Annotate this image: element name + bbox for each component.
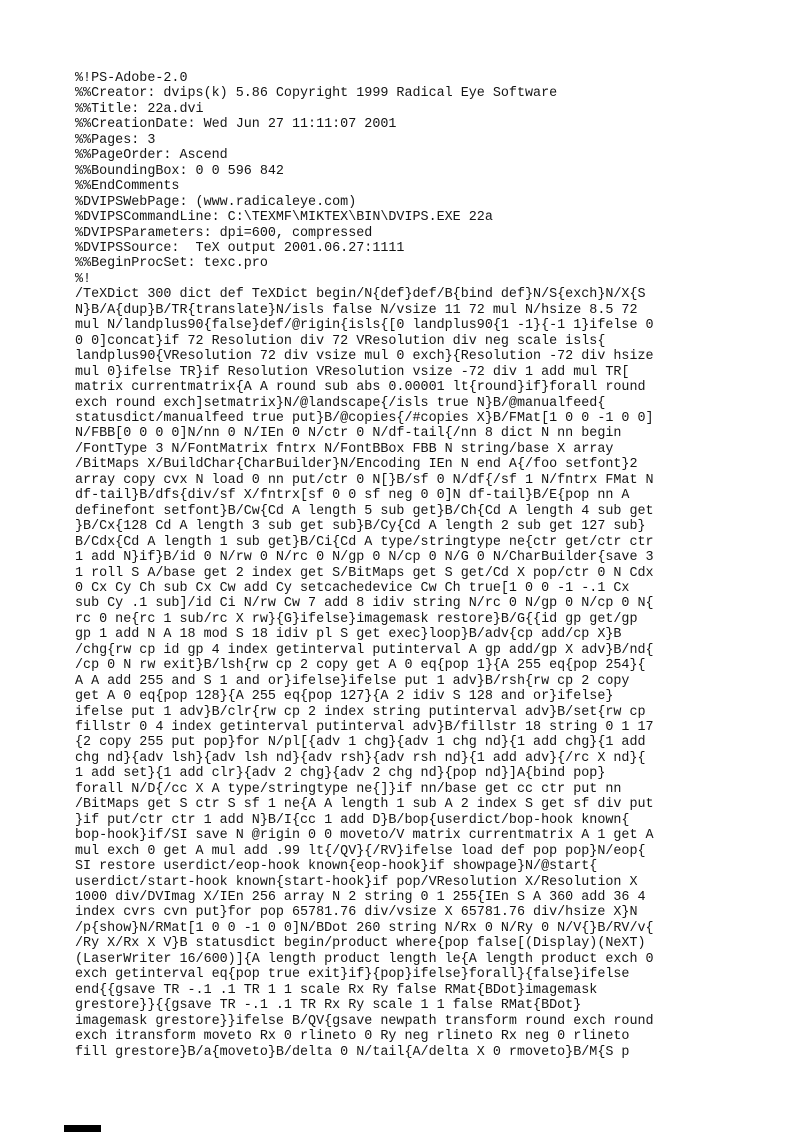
end-of-listing-marker <box>64 1125 101 1132</box>
postscript-source-text: %!PS-Adobe-2.0 %%Creator: dvips(k) 5.86 Copyright 1999 Radical Eye Software %%Title: 22a.dvi %%CreationDate: Wed Jun 27 11:11:07 2001 %%Pages: 3 %%PageOrder: Ascend %%BoundingBox: 0 0 596 842 %%EndComments %DVIPSWebPage: (www.radicaleye.com) %DVIPSCommandLine: C:\TEXMF\MIKTEX\BIN\DVIPS.EXE 22a %DVIPSParameters: dpi=600, compressed %DVIPSSource: TeX output 2001.06.27:1111 %%BeginProcSet: texc.pro %! /TeXDict 300 dict def TeXDict begin/N{def}def/B{bind def}N/S{exch}N/X{S N}B/A{dup}B/TR{translate}N/isls false N/vsize 11 72 mul N/hsize 8.5 72 mul N/landplus90{false}def/@rigin{isls{[0 landplus90{1 -1}{-1 1}ifelse 0 0 0]concat}if 72 Resolution div 72 VResolution div neg scale isls{ landplus90{VResolution 72 div vsize mul 0 exch}{Resolution -72 div hsize mul 0}ifelse TR}if Resolution VResolution vsize -72 div 1 add mul TR[ matrix currentmatrix{A A round sub abs 0.00001 lt{round}if}forall round exch round exch]setmatrix}N/@landscape{/isls true N}B/@manualfeed{ statusdict/manualfeed true put}B/@copies{/#copies X}B/FMat[1 0 0 -1 0 0] N/FBB[0 0 0 0]N/nn 0 N/IEn 0 N/ctr 0 N/df-tail{/nn 8 dict N nn begin /FontType 3 N/FontMatrix fntrx N/FontBBox FBB N string/base X array /BitMaps X/BuildChar{CharBuilder}N/Encoding IEn N end A{/foo setfont}2 array copy cvx N load 0 nn put/ctr 0 N[}B/sf 0 N/df{/sf 1 N/fntrx FMat N df-tail}B/dfs{div/sf X/fntrx[sf 0 0 sf neg 0 0]N df-tail}B/E{pop nn A definefont setfont}B/Cw{Cd A length 5 sub get}B/Ch{Cd A length 4 sub get }B/Cx{128 Cd A length 3 sub get sub}B/Cy{Cd A length 2 sub get 127 sub} B/Cdx{Cd A length 1 sub get}B/Ci{Cd A type/stringtype ne{ctr get/ctr ctr 1 add N}if}B/id 0 N/rw 0 N/rc 0 N/gp 0 N/cp 0 N/G 0 N/CharBuilder{save 3 1 roll S A/base get 2 index get S/BitMaps get S get/Cd X pop/ctr 0 N Cdx 0 Cx Cy Ch sub Cx Cw add Cy setcachedevice Cw Ch true[1 0 0 -1 -.1 Cx sub Cy .1 sub]/id Ci N/rw Cw 7 add 8 idiv string N/rc 0 N/gp 0 N/cp 0 N{ rc 0 ne{rc 1 sub/rc X rw}{G}ifelse}imagemask restore}B/G{{id gp get/gp gp 1 add N A 18 mod S 18 idiv pl S get exec}loop}B/adv{cp add/cp X}B /chg{rw cp id gp 4 index getinterval putinterval A gp add/gp X adv}B/nd{ /cp 0 N rw exit}B/lsh{rw cp 2 copy get A 0 eq{pop 1}{A 255 eq{pop 254}{ A A add 255 and S 1 and or}ifelse}ifelse put 1 adv}B/rsh{rw cp 2 copy get A 0 eq{pop 128}{A 255 eq{pop 127}{A 2 idiv S 128 and or}ifelse} ifelse put 1 adv}B/clr{rw cp 2 index string putinterval adv}B/set{rw cp fillstr 0 4 index getinterval putinterval adv}B/fillstr 18 string 0 1 17 {2 copy 255 put pop}for N/pl[{adv 1 chg}{adv 1 chg nd}{1 add chg}{1 add chg nd}{adv lsh}{adv lsh nd}{adv rsh}{adv rsh nd}{1 add adv}{/rc X nd}{ 1 add set}{1 add clr}{adv 2 chg}{adv 2 chg nd}{pop nd}]A{bind pop} forall N/D{/cc X A type/stringtype ne{]}if nn/base get cc ctr put nn /BitMaps get S ctr S sf 1 ne{A A length 1 sub A 2 index S get sf div put }if put/ctr ctr 1 add N}B/I{cc 1 add D}B/bop{userdict/bop-hook known{ bop-hook}if/SI save N @rigin 0 0 moveto/V matrix currentmatrix A 1 get A mul exch 0 get A mul add .99 lt{/QV}{/RV}ifelse load def pop pop}N/eop{ SI restore userdict/eop-hook known{eop-hook}if showpage}N/@start{ userdict/start-hook known{start-hook}if pop/VResolution X/Resolution X 1000 div/DVImag X/IEn 256 array N 2 string 0 1 255{IEn S A 360 add 36 4 index cvrs cvn put}for pop 65781.76 div/vsize X 65781.76 div/hsize X}N /p{show}N/RMat[1 0 0 -1 0 0]N/BDot 260 string N/Rx 0 N/Ry 0 N/V{}B/RV/v{ /Ry X/Rx X V}B statusdict begin/product where{pop false[(Display)(NeXT) (LaserWriter 16/600)]{A length product length le{A length product exch 0 exch getinterval eq{pop true exit}if}{pop}ifelse}forall}{false}ifelse end{{gsave TR -.1 .1 TR 1 1 scale Rx Ry false RMat{BDot}imagemask grestore}}{{gsave TR -.1 .1 TR Rx Ry scale 1 1 false RMat{BDot} imagemask grestore}}ifelse B/QV{gsave newpath transform round exch round exch itransform moveto Rx 0 rlineto 0 Ry neg rlineto Rx neg 0 rlineto fill grestore}B/a{moveto}B/delta 0 N/tail{A/delta X 0 rmoveto}B/M{S p <box>75 71 654 1060</box>
